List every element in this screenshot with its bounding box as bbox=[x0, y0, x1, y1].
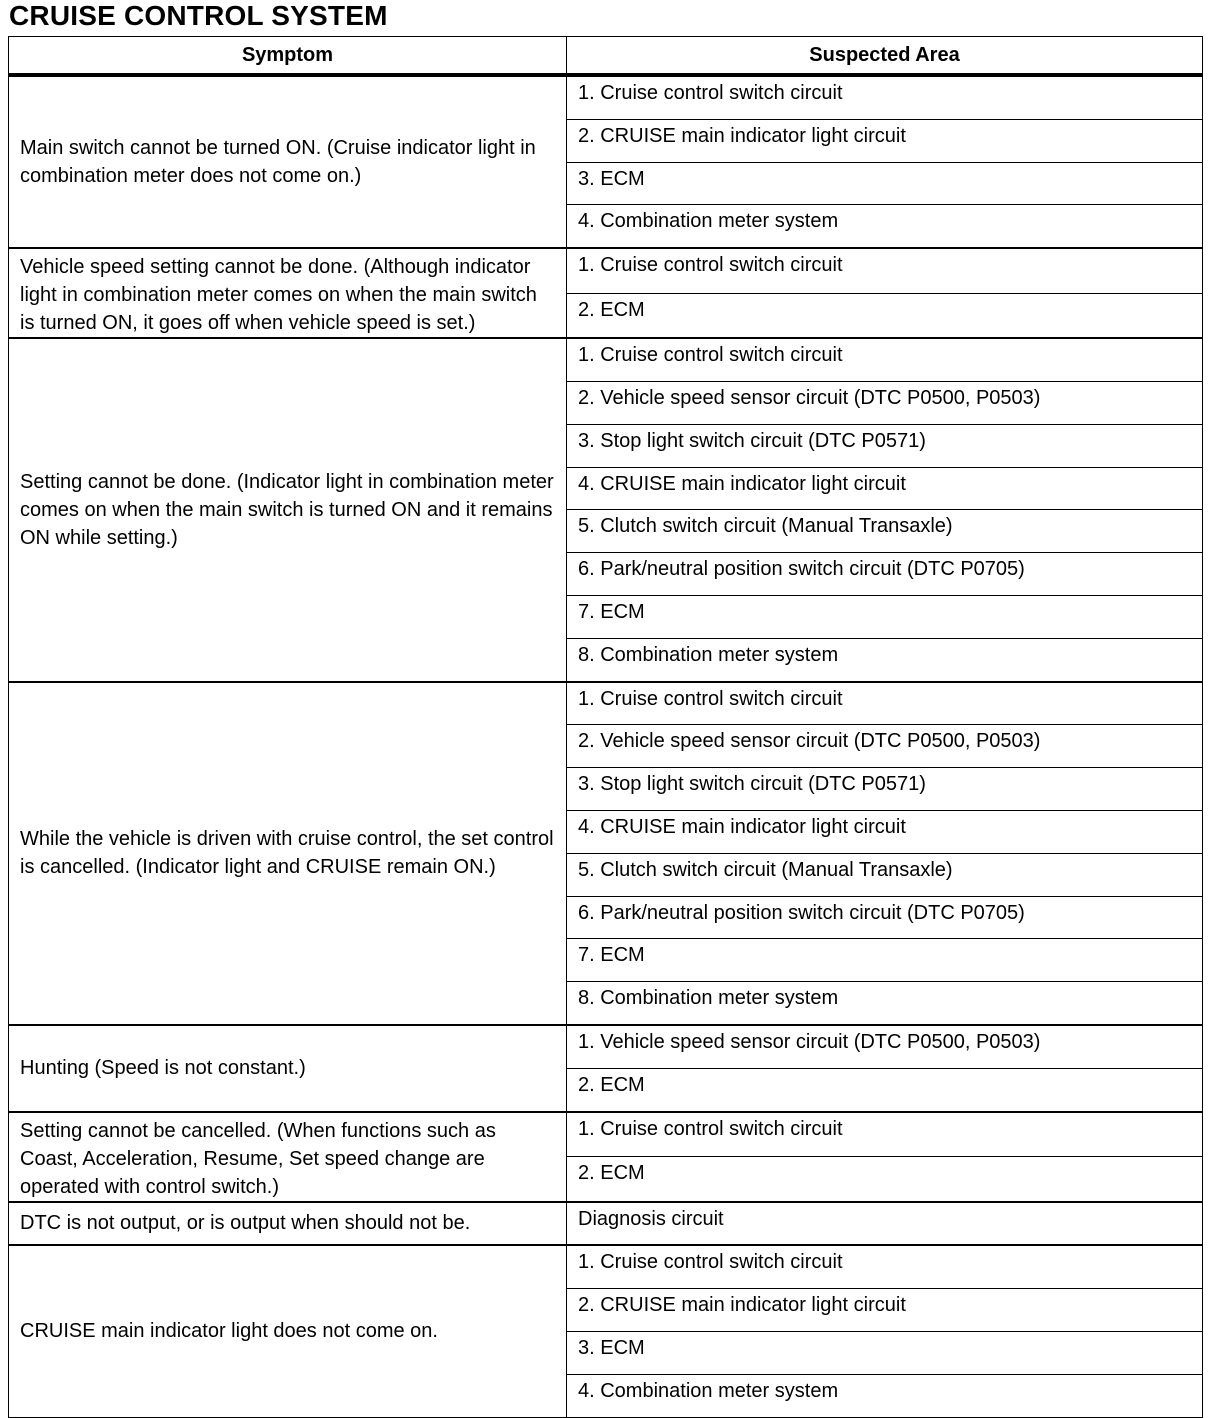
suspected-area-cell: 4. Combination meter system bbox=[567, 1374, 1203, 1417]
suspected-area-cell: 3. ECM bbox=[567, 1331, 1203, 1374]
symptom-cell: Hunting (Speed is not constant.) bbox=[9, 1025, 567, 1112]
symptom-column-header: Symptom bbox=[9, 37, 567, 76]
suspected-area-cell: 1. Vehicle speed sensor circuit (DTC P0500, P0503) bbox=[567, 1025, 1203, 1068]
suspected-area-cell: 4. CRUISE main indicator light circuit bbox=[567, 467, 1203, 510]
suspected-area-cell: 2. CRUISE main indicator light circuit bbox=[567, 1289, 1203, 1332]
suspected-area-cell: 4. Combination meter system bbox=[567, 205, 1203, 248]
troubleshooting-table bbox=[8, 36, 1203, 1418]
suspected-area-cell: 7. ECM bbox=[567, 939, 1203, 982]
suspected-area-cell: 2. ECM bbox=[567, 1068, 1203, 1111]
table-row bbox=[9, 338, 1203, 381]
page-title: CRUISE CONTROL SYSTEM bbox=[9, 0, 388, 31]
table-header-row bbox=[9, 37, 1203, 76]
table-row bbox=[9, 1202, 1203, 1246]
symptom-cell: Main switch cannot be turned ON. (Cruise indicator light in combination meter does not come on.) bbox=[9, 75, 567, 248]
symptom-cell: While the vehicle is driven with cruise control, the set control is cancelled. (Indicator light and CRUISE remain ON.) bbox=[9, 682, 567, 1025]
suspected-area-cell: 2. Vehicle speed sensor circuit (DTC P0500, P0503) bbox=[567, 725, 1203, 768]
symptom-cell: DTC is not output, or is output when should not be. bbox=[9, 1202, 567, 1246]
table-body bbox=[9, 75, 1203, 1417]
suspected-area-cell: 1. Cruise control switch circuit bbox=[567, 682, 1203, 725]
suspected-area-cell: Diagnosis circuit bbox=[567, 1202, 1203, 1246]
suspected-area-cell: 1. Cruise control switch circuit bbox=[567, 248, 1203, 293]
suspected-area-cell: 1. Cruise control switch circuit bbox=[567, 75, 1203, 119]
suspected-area-cell: 5. Clutch switch circuit (Manual Transaxle) bbox=[567, 853, 1203, 896]
suspected-area-cell: 3. Stop light switch circuit (DTC P0571) bbox=[567, 424, 1203, 467]
suspected-area-cell: 3. ECM bbox=[567, 162, 1203, 205]
table-row bbox=[9, 1245, 1203, 1288]
table-row bbox=[9, 682, 1203, 725]
suspected-area-cell: 6. Park/neutral position switch circuit (DTC P0705) bbox=[567, 553, 1203, 596]
suspected-area-cell: 8. Combination meter system bbox=[567, 638, 1203, 681]
suspected-area-cell: 2. Vehicle speed sensor circuit (DTC P0500, P0503) bbox=[567, 381, 1203, 424]
table-row bbox=[9, 1025, 1203, 1068]
suspected-area-cell: 5. Clutch switch circuit (Manual Transaxle) bbox=[567, 510, 1203, 553]
symptom-cell: Vehicle speed setting cannot be done. (Although indicator light in combination meter comes on when the main switch is turned ON, it goes off when vehicle speed is set.) bbox=[9, 248, 567, 338]
table-row bbox=[9, 248, 1203, 293]
table-row bbox=[9, 75, 1203, 119]
suspected-area-cell: 1. Cruise control switch circuit bbox=[567, 338, 1203, 381]
suspected-area-column-header: Suspected Area bbox=[567, 37, 1203, 76]
suspected-area-cell: 2. CRUISE main indicator light circuit bbox=[567, 119, 1203, 162]
suspected-area-cell: 7. ECM bbox=[567, 595, 1203, 638]
suspected-area-cell: 1. Cruise control switch circuit bbox=[567, 1112, 1203, 1157]
suspected-area-cell: 2. ECM bbox=[567, 1157, 1203, 1202]
suspected-area-cell: 8. Combination meter system bbox=[567, 982, 1203, 1025]
table-row bbox=[9, 1112, 1203, 1157]
suspected-area-cell: 2. ECM bbox=[567, 293, 1203, 338]
symptom-cell: CRUISE main indicator light does not come on. bbox=[9, 1245, 567, 1417]
suspected-area-cell: 4. CRUISE main indicator light circuit bbox=[567, 810, 1203, 853]
symptom-cell: Setting cannot be done. (Indicator light in combination meter comes on when the main switch is turned ON and it remains ON while setting.) bbox=[9, 338, 567, 681]
suspected-area-cell: 6. Park/neutral position switch circuit (DTC P0705) bbox=[567, 896, 1203, 939]
symptom-cell: Setting cannot be cancelled. (When functions such as Coast, Acceleration, Resume, Set speed change are operated with control switch.) bbox=[9, 1112, 567, 1202]
suspected-area-cell: 1. Cruise control switch circuit bbox=[567, 1245, 1203, 1288]
suspected-area-cell: 3. Stop light switch circuit (DTC P0571) bbox=[567, 768, 1203, 811]
